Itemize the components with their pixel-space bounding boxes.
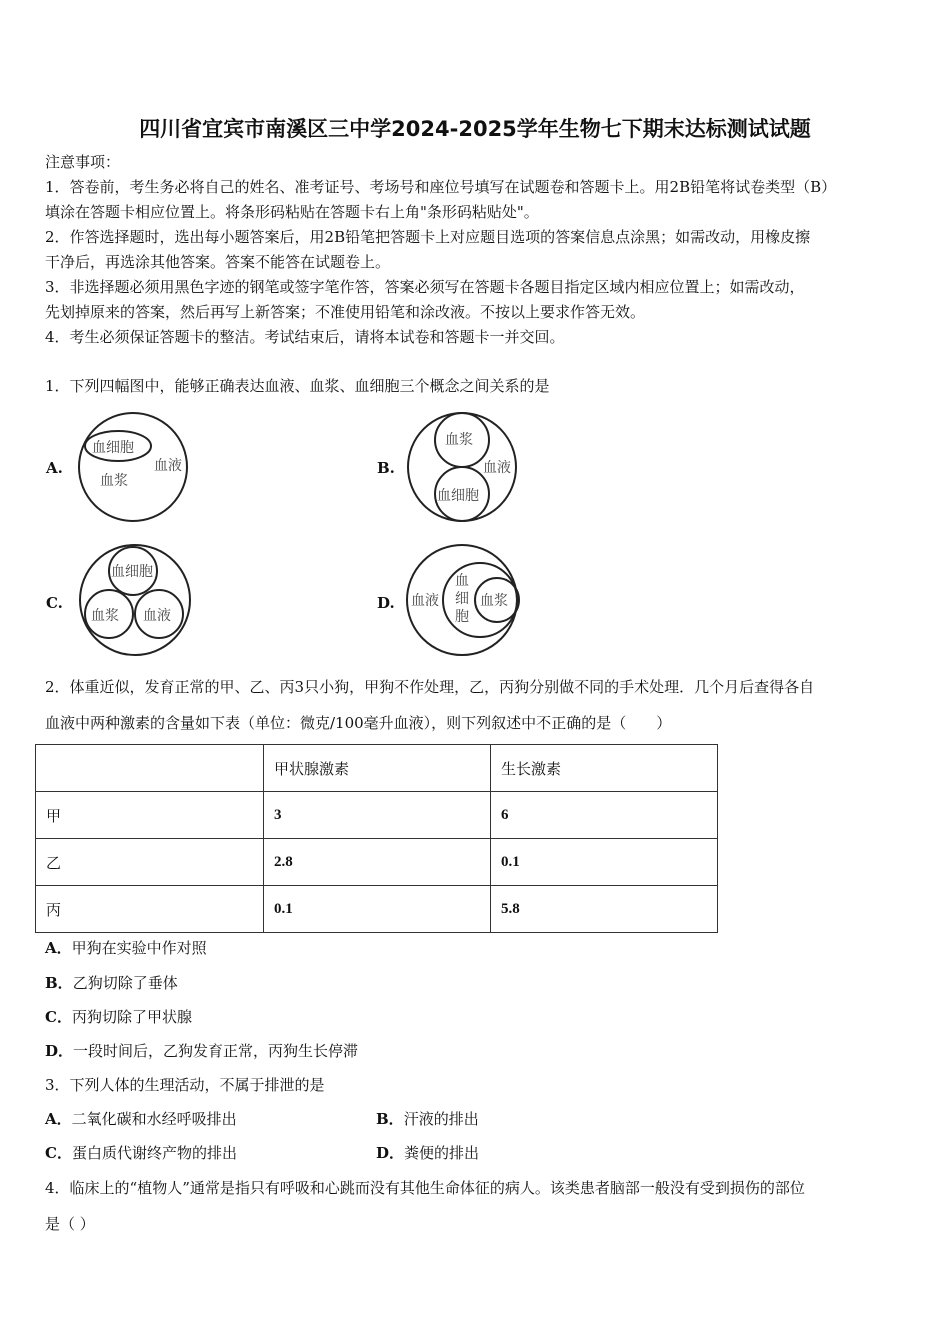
q2-stem: 2．体重近似，发育正常的甲、乙、丙3只小狗，甲狗不作处理，乙，丙狗分别做不同的手术处理．几个月后查得各自 [45, 678, 815, 696]
hormone-table [35, 744, 718, 933]
label-plasma: 血浆 [91, 608, 119, 624]
q1-option-c-label[interactable]: C. [46, 594, 63, 612]
table-row [36, 792, 718, 839]
label-cells-char: 细 [455, 591, 469, 607]
q4-stem: 4．临床上的“植物人”通常是指只有呼吸和心跳而没有其他生命体征的病人。该类患者脑部一般没有受到损伤的部位 [45, 1179, 805, 1197]
option-label: D． [45, 1042, 74, 1060]
q2-option-b[interactable] [45, 974, 178, 992]
notice-heading: 注意事项： [45, 153, 121, 171]
option-label: A． [45, 1110, 72, 1128]
option-text: 丙狗切除了甲状腺 [71, 1008, 192, 1026]
label-plasma: 血浆 [445, 432, 473, 448]
q1-diagram-c [78, 543, 193, 658]
label-cells-char: 血 [455, 573, 469, 589]
option-text: 一段时间后，乙狗发育正常，丙狗生长停滞 [73, 1042, 359, 1060]
option-text: 蛋白质代谢终产物的排出 [71, 1144, 237, 1162]
option-text: 二氧化碳和水经呼吸排出 [71, 1110, 237, 1128]
q2-stem: 血液中两种激素的含量如下表（单位：微克/100毫升血液），则下列叙述中不正确的是（ ） [45, 714, 672, 732]
table-cell: 3 [264, 792, 491, 839]
label-cells: 血细胞 [111, 564, 153, 580]
table-cell: 6 [491, 792, 718, 839]
circle-outer [80, 545, 190, 655]
label-blood: 血液 [483, 460, 511, 476]
option-text: 汗液的排出 [403, 1110, 479, 1128]
notice-line: 干净后，再选涂其他答案。答案不能答在试题卷上。 [45, 253, 391, 271]
page-title: 四川省宜宾市南溪区三中学2024-2025学年生物七下期末达标测试试题 [139, 117, 811, 141]
table-cell: 0.1 [264, 886, 491, 933]
q3-option-b[interactable] [376, 1110, 479, 1128]
label-plasma: 血浆 [480, 593, 508, 609]
table-cell: 乙 [36, 839, 264, 886]
table-cell: 甲 [36, 792, 264, 839]
label-cells: 血细胞 [92, 440, 134, 456]
label-blood: 血液 [154, 458, 182, 474]
q3-stem: 3．下列人体的生理活动，不属于排泄的是 [45, 1076, 325, 1094]
table-row [36, 839, 718, 886]
option-label: A． [45, 939, 72, 957]
q1-option-d-label[interactable]: D. [377, 594, 395, 612]
q1-option-a-label[interactable]: A. [46, 459, 63, 477]
q1-diagram-a [78, 410, 193, 525]
notice-line: 填涂在答题卡相应位置上。将条形码粘贴在答题卡右上角"条形码粘贴处"。 [45, 203, 539, 221]
q3-option-c[interactable] [45, 1144, 237, 1162]
notice-line: 先划掉原来的答案，然后再写上新答案；不准使用铅笔和涂改液。不按以上要求作答无效。 [45, 303, 646, 321]
option-text: 甲狗在实验中作对照 [71, 939, 207, 957]
option-text: 乙狗切除了垂体 [72, 974, 178, 992]
table-header-cell [36, 745, 264, 792]
notice-line: 3．非选择题必须用黑色字迹的钢笔或签字笔作答，答案必须写在答题卡各题目指定区域内相应位置上；如需改动， [45, 278, 805, 296]
q2-option-a[interactable] [45, 939, 207, 957]
table-header-cell: 甲状腺激素 [264, 745, 491, 792]
table-row [36, 886, 718, 933]
notice-line: 4．考生必须保证答题卡的整洁。考试结束后，请将本试卷和答题卡一并交回。 [45, 328, 565, 346]
table-cell: 0.1 [491, 839, 718, 886]
label-cells-char: 胞 [455, 609, 469, 625]
q2-option-d[interactable] [45, 1042, 358, 1060]
table-header-row [36, 745, 718, 792]
q3-option-a[interactable] [45, 1110, 237, 1128]
notice-line: 2．作答选择题时，选出每小题答案后，用2B铅笔把答题卡上对应题目选项的答案信息点涂黑；如需改动，用橡皮擦 [45, 228, 811, 246]
q1-diagram-d [405, 543, 525, 658]
table-cell: 丙 [36, 886, 264, 933]
label-blood: 血液 [411, 593, 439, 609]
option-text: 粪便的排出 [404, 1144, 480, 1162]
notice-line: 1．答卷前，考生务必将自己的姓名、准考证号、考场号和座位号填写在试题卷和答题卡上。用2B铅笔将试卷类型（B） [45, 178, 837, 196]
option-label: B． [45, 974, 73, 992]
option-label: C． [45, 1144, 72, 1162]
q2-option-c[interactable] [45, 1008, 192, 1026]
q1-diagram-b [405, 410, 525, 525]
table-header-cell: 生长激素 [491, 745, 718, 792]
option-label: B． [376, 1110, 404, 1128]
table-cell: 5.8 [491, 886, 718, 933]
option-label: D． [376, 1144, 405, 1162]
table-cell: 2.8 [264, 839, 491, 886]
q3-option-d[interactable] [376, 1144, 479, 1162]
label-cells: 血细胞 [437, 488, 479, 504]
q4-stem: 是（ ） [45, 1215, 95, 1233]
q1-stem: 1．下列四幅图中，能够正确表达血液、血浆、血细胞三个概念之间关系的是 [45, 377, 550, 395]
label-plasma: 血浆 [100, 473, 128, 489]
option-label: C． [45, 1008, 72, 1026]
label-blood: 血液 [143, 608, 171, 624]
q1-option-b-label[interactable]: B. [377, 459, 395, 477]
